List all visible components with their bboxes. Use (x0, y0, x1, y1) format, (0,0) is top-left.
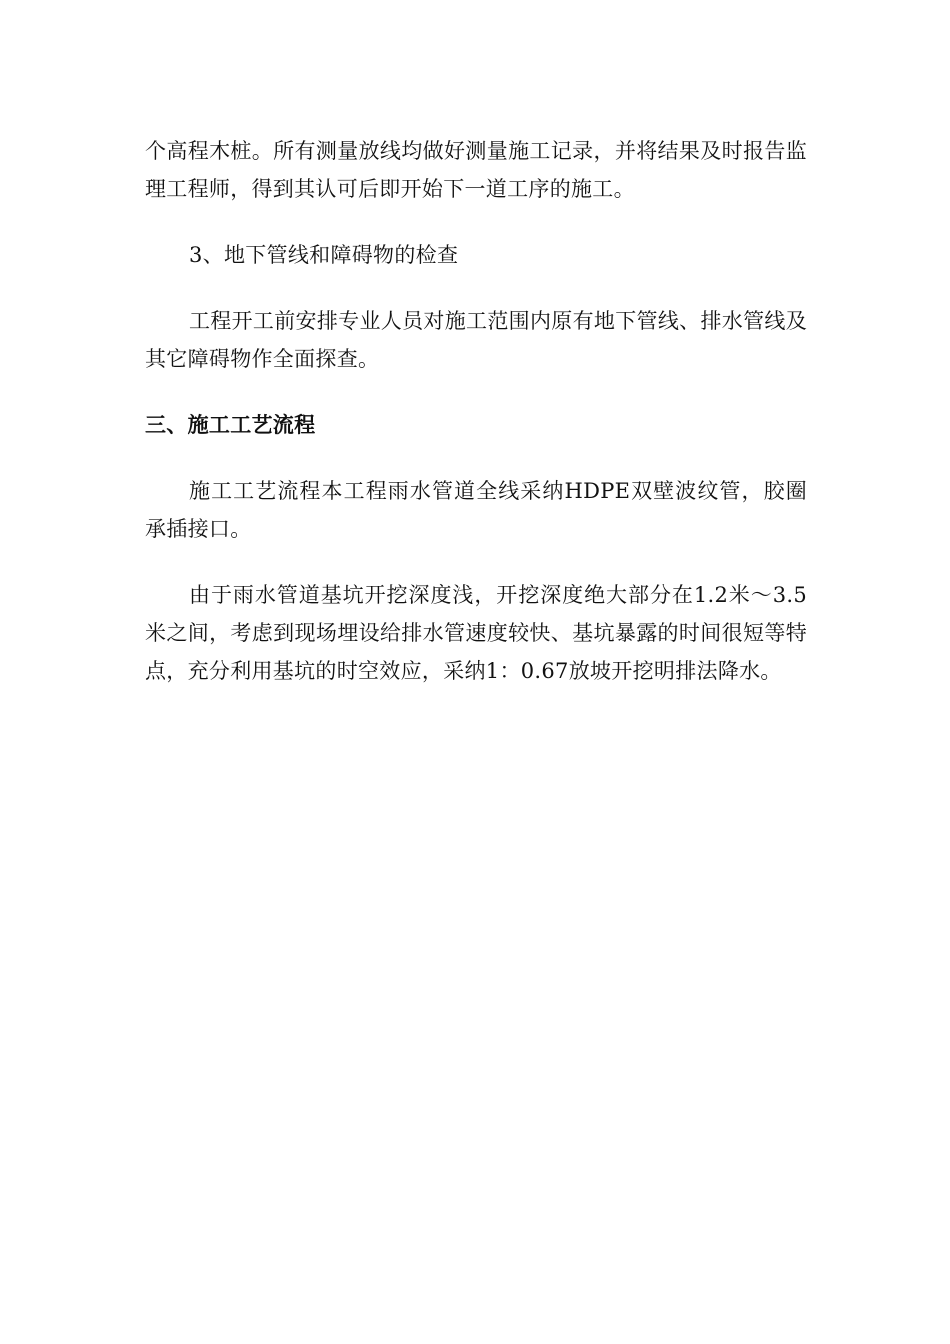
subheading-underground-pipelines: 3、地下管线和障碍物的检查 (189, 243, 459, 267)
paragraph-survey-records: 个高程木桩。所有测量放线均做好测量施工记录，并将结果及时报告监理工程师，得到其认可后即开始下一道工序的施工。 (145, 139, 807, 201)
paragraph-pipeline-inspection: 工程开工前安排专业人员对施工范围内原有地下管线、排水管线及其它障碍物作全面探查。 (145, 309, 807, 371)
document-page (145, 132, 807, 718)
section-heading-process-flow: 三、施工工艺流程 (145, 413, 316, 437)
paragraph-excavation: 由于雨水管道基坑开挖深度浅，开挖深度绝大部分在1.2米～3.5米之间，考虑到现场埋设给排水管速度较快、基坑暴露的时间很短等特点，充分利用基坑的时空效应，采纳1：0.67放坡开挖明排法降水。 (145, 583, 807, 683)
paragraph-hdpe-pipe: 施工工艺流程本工程雨水管道全线采纳HDPE双壁波纹管，胶圈承插接口。 (145, 479, 807, 541)
